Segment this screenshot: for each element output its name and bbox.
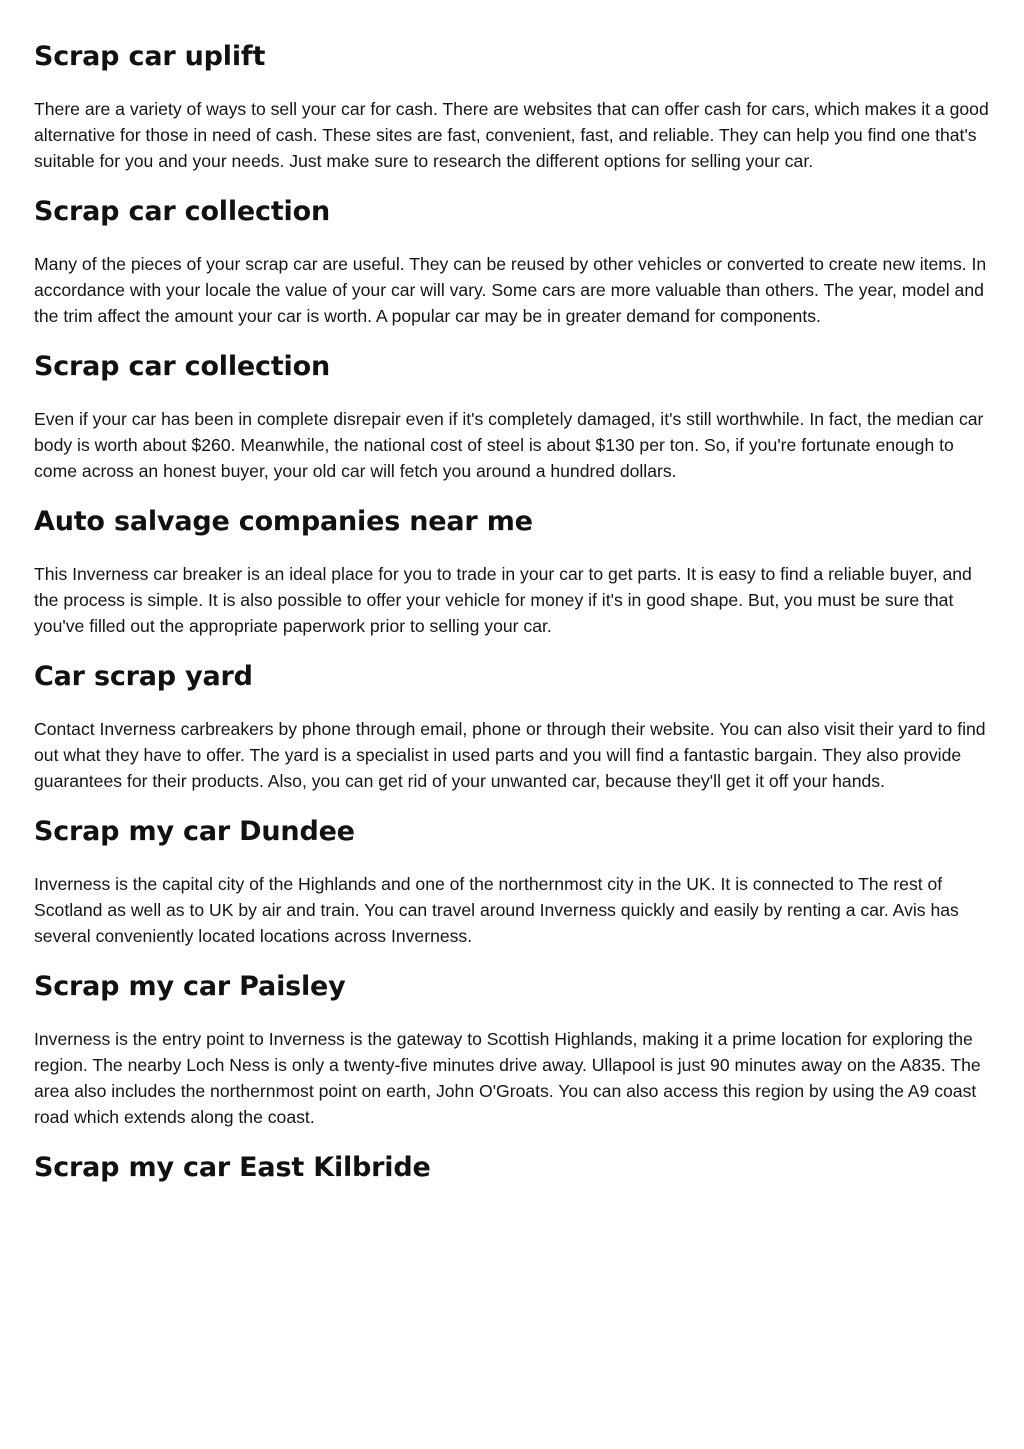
section-paragraph: Inverness is the entry point to Inverness is the gateway to Scottish Highlands, making it a prime location for exploring the region. The nearby Loch Ness is only a twenty-five minutes drive away. Ullapool is just 90 minutes away on the A835. The area also includes the northernmost point on earth, John O'Groats. You can also access this region by using the A9 coast road which extends along the coast. bbox=[34, 1029, 981, 1127]
section-auto-salvage-companies bbox=[34, 503, 990, 639]
section-paragraph: Inverness is the capital city of the Highlands and one of the northernmost city in the UK. It is connected to The rest of Scotland as well as to UK by air and train. You can travel around Inverness quickly and easily by renting a car. Avis has several conveniently located locations across Inverness. bbox=[34, 874, 959, 946]
section-heading: Auto salvage companies near me bbox=[34, 506, 533, 537]
section-scrap-car-collection-2 bbox=[34, 348, 990, 484]
section-heading: Scrap my car East Kilbride bbox=[34, 1152, 431, 1183]
section-paragraph: Even if your car has been in complete disrepair even if it's completely damaged, it's still worthwhile. In fact, the median car body is worth about $260. Meanwhile, the national cost of steel is about $130 per ton. So, if you're fortunate enough to come across an honest buyer, your old car will fetch you around a hundred dollars. bbox=[34, 409, 984, 481]
section-heading: Scrap my car Paisley bbox=[34, 971, 346, 1002]
section-heading: Scrap car uplift bbox=[34, 41, 266, 72]
section-scrap-car-collection-1 bbox=[34, 193, 990, 329]
section-scrap-car-uplift bbox=[34, 38, 990, 174]
section-paragraph: This Inverness car breaker is an ideal place for you to trade in your car to get parts. It is easy to find a reliable buyer, and the process is simple. It is also possible to offer your vehicle for money if it's in good shape. But, you must be sure that you've filled out the appropriate paperwork prior to selling your car. bbox=[34, 564, 972, 636]
section-paragraph: Contact Inverness carbreakers by phone through email, phone or through their website. You can also visit their yard to find out what they have to offer. The yard is a specialist in used parts and you will find a fantastic bargain. They also provide guarantees for their products. Also, you can get rid of your unwanted car, because they'll get it off your hands. bbox=[34, 719, 986, 791]
section-scrap-my-car-dundee bbox=[34, 813, 990, 949]
section-heading: Car scrap yard bbox=[34, 661, 253, 692]
section-heading: Scrap car collection bbox=[34, 351, 330, 382]
section-scrap-my-car-east-kilbride bbox=[34, 1149, 990, 1187]
section-scrap-my-car-paisley bbox=[34, 968, 990, 1130]
section-car-scrap-yard bbox=[34, 658, 990, 794]
section-paragraph: There are a variety of ways to sell your car for cash. There are websites that can offer cash for cars, which makes it a good alternative for those in need of cash. These sites are fast, convenient, fast, and reliable. They can help you find one that's suitable for you and your needs. Just make sure to research the different options for selling your car. bbox=[34, 99, 989, 171]
section-paragraph: Many of the pieces of your scrap car are useful. They can be reused by other vehicles or converted to create new items. In accordance with your locale the value of your car will vary. Some cars are more valuable than others. The year, model and the trim affect the amount your car is worth. A popular car may be in greater demand for components. bbox=[34, 254, 987, 326]
section-heading: Scrap car collection bbox=[34, 196, 330, 227]
section-heading: Scrap my car Dundee bbox=[34, 816, 355, 847]
